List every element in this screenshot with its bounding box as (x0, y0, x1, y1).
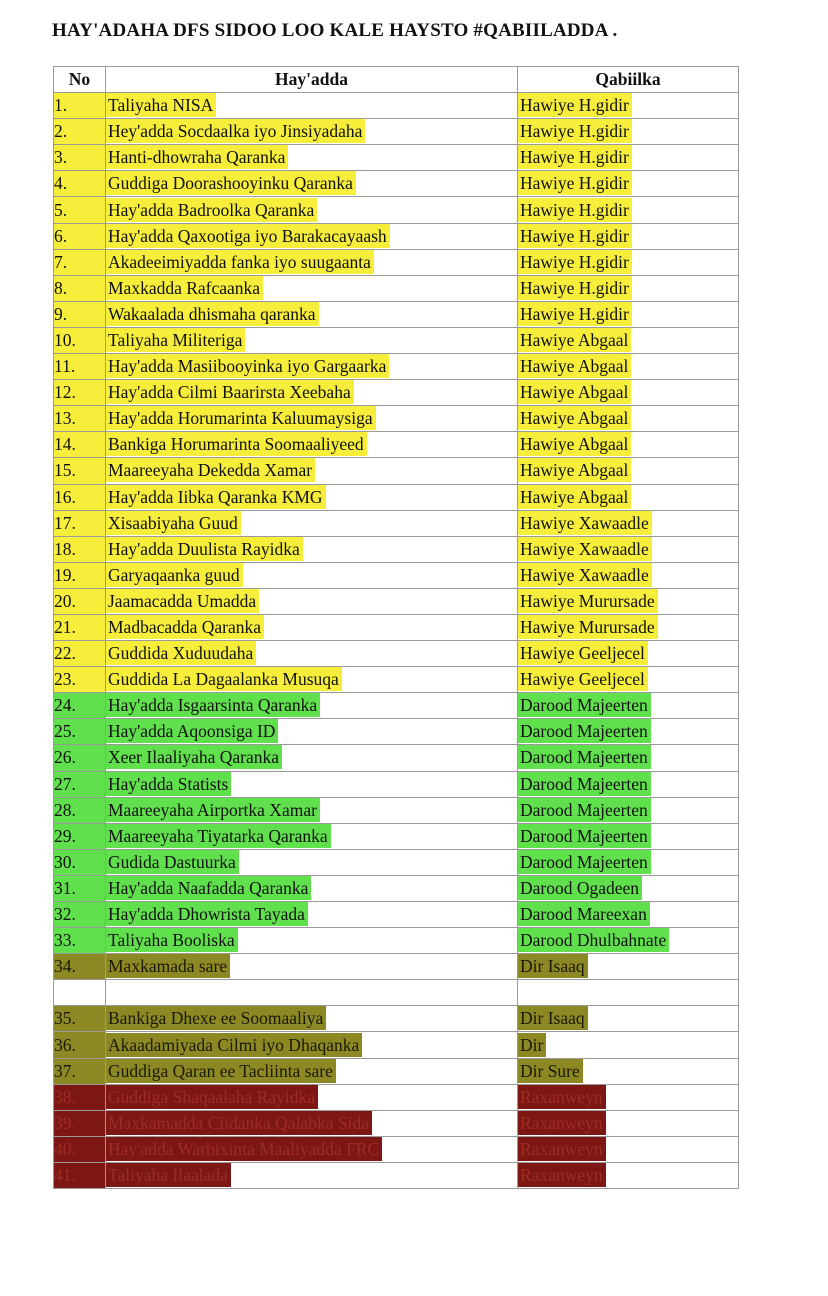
clan-name: Hawiye Abgaal (518, 432, 631, 456)
agency-name: Guddida Xuduudaha (106, 641, 256, 665)
clan-name: Raxanweyn (518, 1111, 606, 1135)
row-number: 15. (54, 458, 106, 484)
table-header-row (54, 67, 739, 93)
clan-cell (518, 797, 739, 823)
clan-cell (518, 458, 739, 484)
row-number: 29. (54, 823, 106, 849)
agency-cell (106, 588, 518, 614)
table-row (54, 745, 739, 771)
agency-name: Hay'adda Dhowrista Tayada (106, 902, 308, 926)
clan-name: Hawiye H.gidir (518, 93, 632, 117)
clan-name: Hawiye H.gidir (518, 224, 632, 248)
agency-name: Taliyaha NISA (106, 93, 216, 117)
table-row (54, 249, 739, 275)
agency-cell (106, 797, 518, 823)
agency-name: Guddiga Shaqaalaha Rayidka (106, 1085, 318, 1109)
clan-cell (518, 902, 739, 928)
table-row (54, 432, 739, 458)
row-number: 14. (54, 432, 106, 458)
agency-cell (106, 771, 518, 797)
table-row (54, 510, 739, 536)
table-row (54, 145, 739, 171)
table-row (54, 301, 739, 327)
row-number: 4. (54, 171, 106, 197)
clan-cell (518, 275, 739, 301)
agency-cell (106, 614, 518, 640)
agency-name: Jaamacadda Umadda (106, 589, 259, 613)
agency-name: Taliyaha Militeriga (106, 328, 245, 352)
agency-cell (106, 93, 518, 119)
row-number: 39. (54, 1110, 106, 1136)
table-row (54, 693, 739, 719)
clan-cell (518, 1006, 739, 1032)
clan-cell (518, 849, 739, 875)
agency-cell (106, 301, 518, 327)
clan-cell (518, 510, 739, 536)
agency-name: Maareeyaha Airportka Xamar (106, 798, 320, 822)
clan-name: Darood Majeerten (518, 745, 651, 769)
agency-cell (106, 197, 518, 223)
agency-cell (106, 327, 518, 353)
agency-cell (106, 1136, 518, 1162)
row-number: 31. (54, 875, 106, 901)
table-row (54, 1162, 739, 1188)
row-number: 34. (54, 954, 106, 980)
clan-name: Hawiye Murursade (518, 589, 658, 613)
table-row (54, 902, 739, 928)
agency-cell (106, 171, 518, 197)
agency-cell (106, 1084, 518, 1110)
clan-cell (518, 875, 739, 901)
clan-cell (518, 928, 739, 954)
row-number: 40. (54, 1136, 106, 1162)
agency-name: Gudida Dastuurka (106, 850, 239, 874)
agency-cell (106, 354, 518, 380)
clan-cell (518, 562, 739, 588)
table-row (54, 875, 739, 901)
clan-name: Hawiye H.gidir (518, 198, 632, 222)
table-row (54, 380, 739, 406)
agency-cell (106, 745, 518, 771)
clan-cell (518, 1084, 739, 1110)
agency-name: Hay'adda Iibka Qaranka KMG (106, 485, 326, 509)
clan-cell (518, 249, 739, 275)
clan-cell (518, 719, 739, 745)
clan-name: Dir Isaaq (518, 954, 588, 978)
row-number: 17. (54, 510, 106, 536)
clan-name: Hawiye Abgaal (518, 354, 631, 378)
table-row (54, 1110, 739, 1136)
clan-cell (518, 536, 739, 562)
agency-cell (106, 145, 518, 171)
clan-name: Darood Majeerten (518, 772, 651, 796)
row-number: 21. (54, 614, 106, 640)
agency-name: Hay'adda Qaxootiga iyo Barakacayaash (106, 224, 390, 248)
row-number: 9. (54, 301, 106, 327)
row-number: 12. (54, 380, 106, 406)
table-row (54, 954, 739, 980)
clan-cell (518, 327, 739, 353)
agency-name: Xisaabiyaha Guud (106, 511, 241, 535)
clan-name: Hawiye Xawaadle (518, 537, 652, 561)
clan-cell (518, 432, 739, 458)
clan-cell (518, 1110, 739, 1136)
agency-name: Hay'adda Duulista Rayidka (106, 537, 303, 561)
table-row (54, 588, 739, 614)
clan-name: Dir Sure (518, 1059, 583, 1083)
agency-name: Maareeyaha Tiyatarka Qaranka (106, 824, 331, 848)
row-number: 35. (54, 1006, 106, 1032)
row-gap (54, 980, 739, 1006)
clan-cell (518, 1136, 739, 1162)
table-row (54, 354, 739, 380)
row-number: 11. (54, 354, 106, 380)
row-number: 24. (54, 693, 106, 719)
table-row (54, 1136, 739, 1162)
row-number: 41. (54, 1162, 106, 1188)
agency-name: Guddida La Dagaalanka Musuqa (106, 667, 342, 691)
clan-name: Darood Mareexan (518, 902, 650, 926)
row-number: 8. (54, 275, 106, 301)
row-number: 6. (54, 223, 106, 249)
agency-cell (106, 249, 518, 275)
clan-cell (518, 197, 739, 223)
table-row (54, 928, 739, 954)
agency-name: Hanti-dhowraha Qaranka (106, 145, 288, 169)
gap-cell (106, 980, 518, 1006)
table-row (54, 823, 739, 849)
clan-cell (518, 667, 739, 693)
agency-name: Hay'adda Cilmi Baarirsta Xeebaha (106, 380, 354, 404)
table-row (54, 275, 739, 301)
agency-name: Garyaqaanka guud (106, 563, 243, 587)
agency-cell (106, 1058, 518, 1084)
agency-name: Maxkamadda Ciidanka Qalabka Sida (106, 1111, 372, 1135)
agency-cell (106, 667, 518, 693)
clan-name: Raxanweyn (518, 1085, 606, 1109)
agency-cell (106, 458, 518, 484)
clan-cell (518, 1162, 739, 1188)
clan-name: Hawiye Abgaal (518, 485, 631, 509)
agency-cell (106, 849, 518, 875)
clan-name: Darood Majeerten (518, 693, 651, 717)
clan-name: Hawiye H.gidir (518, 171, 632, 195)
row-number: 10. (54, 327, 106, 353)
agency-cell (106, 562, 518, 588)
agency-name: Akadeeimiyadda fanka iyo suugaanta (106, 250, 374, 274)
clan-name: Hawiye Murursade (518, 615, 658, 639)
agency-name: Hey'adda Socdaalka iyo Jinsiyadaha (106, 119, 365, 143)
row-number: 27. (54, 771, 106, 797)
gap-cell (54, 980, 106, 1006)
agency-cell (106, 1006, 518, 1032)
table-row (54, 719, 739, 745)
agency-cell (106, 875, 518, 901)
clan-name: Hawiye H.gidir (518, 302, 632, 326)
row-number: 23. (54, 667, 106, 693)
row-number: 32. (54, 902, 106, 928)
clan-cell (518, 171, 739, 197)
clan-name: Hawiye Xawaadle (518, 563, 652, 587)
agency-name: Taliyaha Ilaalada (106, 1163, 231, 1187)
clan-name: Hawiye Abgaal (518, 380, 631, 404)
agency-cell (106, 823, 518, 849)
agency-name: Maareeyaha Dekedda Xamar (106, 458, 315, 482)
table-row (54, 771, 739, 797)
agency-cell (106, 223, 518, 249)
clan-cell (518, 771, 739, 797)
clan-cell (518, 588, 739, 614)
agency-cell (106, 406, 518, 432)
table-row (54, 1084, 739, 1110)
clan-cell (518, 1058, 739, 1084)
agency-name: Bankiga Horumarinta Soomaaliyeed (106, 432, 367, 456)
clan-name: Raxanweyn (518, 1163, 606, 1187)
agency-name: Bankiga Dhexe ee Soomaaliya (106, 1006, 326, 1030)
row-number: 28. (54, 797, 106, 823)
table-row (54, 119, 739, 145)
clan-name: Raxanweyn (518, 1137, 606, 1161)
agency-name: Hay'adda Warbixinta Maaliyadda FRC (106, 1137, 382, 1161)
row-number: 2. (54, 119, 106, 145)
agency-name: Xeer Ilaaliyaha Qaranka (106, 745, 282, 769)
table-row (54, 458, 739, 484)
agency-name: Hay'adda Aqoonsiga ID (106, 719, 278, 743)
clan-cell (518, 223, 739, 249)
row-number: 13. (54, 406, 106, 432)
table-row (54, 1058, 739, 1084)
row-number: 1. (54, 93, 106, 119)
agency-cell (106, 275, 518, 301)
agency-name: Taliyaha Booliska (106, 928, 238, 952)
agency-cell (106, 484, 518, 510)
row-number: 33. (54, 928, 106, 954)
agency-cell (106, 954, 518, 980)
clan-cell (518, 823, 739, 849)
table-row (54, 406, 739, 432)
clan-name: Darood Majeerten (518, 798, 651, 822)
row-number: 37. (54, 1058, 106, 1084)
table-row (54, 797, 739, 823)
clan-name: Darood Majeerten (518, 850, 651, 874)
clan-cell (518, 954, 739, 980)
table-row (54, 484, 739, 510)
row-number: 19. (54, 562, 106, 588)
agency-cell (106, 1032, 518, 1058)
agency-name: Hay'adda Statists (106, 772, 231, 796)
clan-cell (518, 641, 739, 667)
agency-name: Hay'adda Masiibooyinka iyo Gargaarka (106, 354, 389, 378)
agency-name: Madbacadda Qaranka (106, 615, 264, 639)
row-number: 22. (54, 641, 106, 667)
clan-name: Hawiye Abgaal (518, 458, 631, 482)
clan-name: Dir Isaaq (518, 1006, 588, 1030)
agency-name: Maxkamada sare (106, 954, 230, 978)
clan-cell (518, 145, 739, 171)
clan-name: Hawiye Xawaadle (518, 511, 652, 535)
table-body (54, 93, 739, 1189)
agency-cell (106, 380, 518, 406)
table-row (54, 1006, 739, 1032)
table-row (54, 536, 739, 562)
clan-cell (518, 693, 739, 719)
clan-cell (518, 1032, 739, 1058)
agency-name: Akaadamiyada Cilmi iyo Dhaqanka (106, 1033, 362, 1057)
agency-name: Hay'adda Horumarinta Kaluumaysiga (106, 406, 376, 430)
column-header-agency: Hay'adda (106, 67, 518, 93)
row-number: 25. (54, 719, 106, 745)
clan-name: Hawiye H.gidir (518, 250, 632, 274)
agency-name: Maxkadda Rafcaanka (106, 276, 263, 300)
table-row (54, 223, 739, 249)
gap-cell (518, 980, 739, 1006)
table-row (54, 1032, 739, 1058)
column-header-no: No (54, 67, 106, 93)
table-row (54, 327, 739, 353)
row-number: 26. (54, 745, 106, 771)
clan-name: Hawiye Geeljecel (518, 641, 648, 665)
agency-cell (106, 1162, 518, 1188)
document-title: HAY'ADAHA DFS SIDOO LOO KALE HAYSTO #QABIILADDA . (52, 20, 618, 41)
clan-cell (518, 119, 739, 145)
table-row (54, 171, 739, 197)
agency-name: Guddiga Doorashooyinku Qaranka (106, 171, 356, 195)
clan-name: Darood Majeerten (518, 824, 651, 848)
column-header-clan: Qabiilka (518, 67, 739, 93)
clan-name: Hawiye H.gidir (518, 276, 632, 300)
table-row (54, 197, 739, 223)
agency-cell (106, 719, 518, 745)
agency-cell (106, 1110, 518, 1136)
clan-agency-table (53, 66, 739, 1189)
clan-cell (518, 354, 739, 380)
row-number: 36. (54, 1032, 106, 1058)
clan-cell (518, 380, 739, 406)
agency-name: Hay'adda Badroolka Qaranka (106, 198, 317, 222)
clan-cell (518, 93, 739, 119)
table-row (54, 93, 739, 119)
row-number: 20. (54, 588, 106, 614)
clan-cell (518, 406, 739, 432)
agency-cell (106, 510, 518, 536)
agency-name: Hay'adda Naafadda Qaranka (106, 876, 311, 900)
row-number: 16. (54, 484, 106, 510)
clan-name: Dir (518, 1033, 546, 1057)
row-number: 5. (54, 197, 106, 223)
table-row (54, 562, 739, 588)
clan-name: Hawiye H.gidir (518, 145, 632, 169)
clan-cell (518, 484, 739, 510)
row-number: 7. (54, 249, 106, 275)
agency-cell (106, 902, 518, 928)
clan-cell (518, 301, 739, 327)
clan-name: Darood Ogadeen (518, 876, 642, 900)
agency-cell (106, 119, 518, 145)
table-row (54, 849, 739, 875)
clan-cell (518, 745, 739, 771)
clan-name: Hawiye Geeljecel (518, 667, 648, 691)
clan-name: Hawiye H.gidir (518, 119, 632, 143)
row-number: 30. (54, 849, 106, 875)
agency-name: Hay'adda Isgaarsinta Qaranka (106, 693, 320, 717)
clan-name: Darood Dhulbahnate (518, 928, 669, 952)
agency-name: Guddiga Qaran ee Tacliinta sare (106, 1059, 336, 1083)
table-row (54, 641, 739, 667)
agency-cell (106, 693, 518, 719)
agency-name: Wakaalada dhismaha qaranka (106, 302, 319, 326)
clan-name: Hawiye Abgaal (518, 328, 631, 352)
clan-cell (518, 614, 739, 640)
row-number: 18. (54, 536, 106, 562)
agency-cell (106, 536, 518, 562)
table-row (54, 667, 739, 693)
row-number: 38. (54, 1084, 106, 1110)
clan-name: Darood Majeerten (518, 719, 651, 743)
row-number: 3. (54, 145, 106, 171)
agency-cell (106, 928, 518, 954)
table-row (54, 614, 739, 640)
clan-name: Hawiye Abgaal (518, 406, 631, 430)
agency-cell (106, 641, 518, 667)
agency-cell (106, 432, 518, 458)
